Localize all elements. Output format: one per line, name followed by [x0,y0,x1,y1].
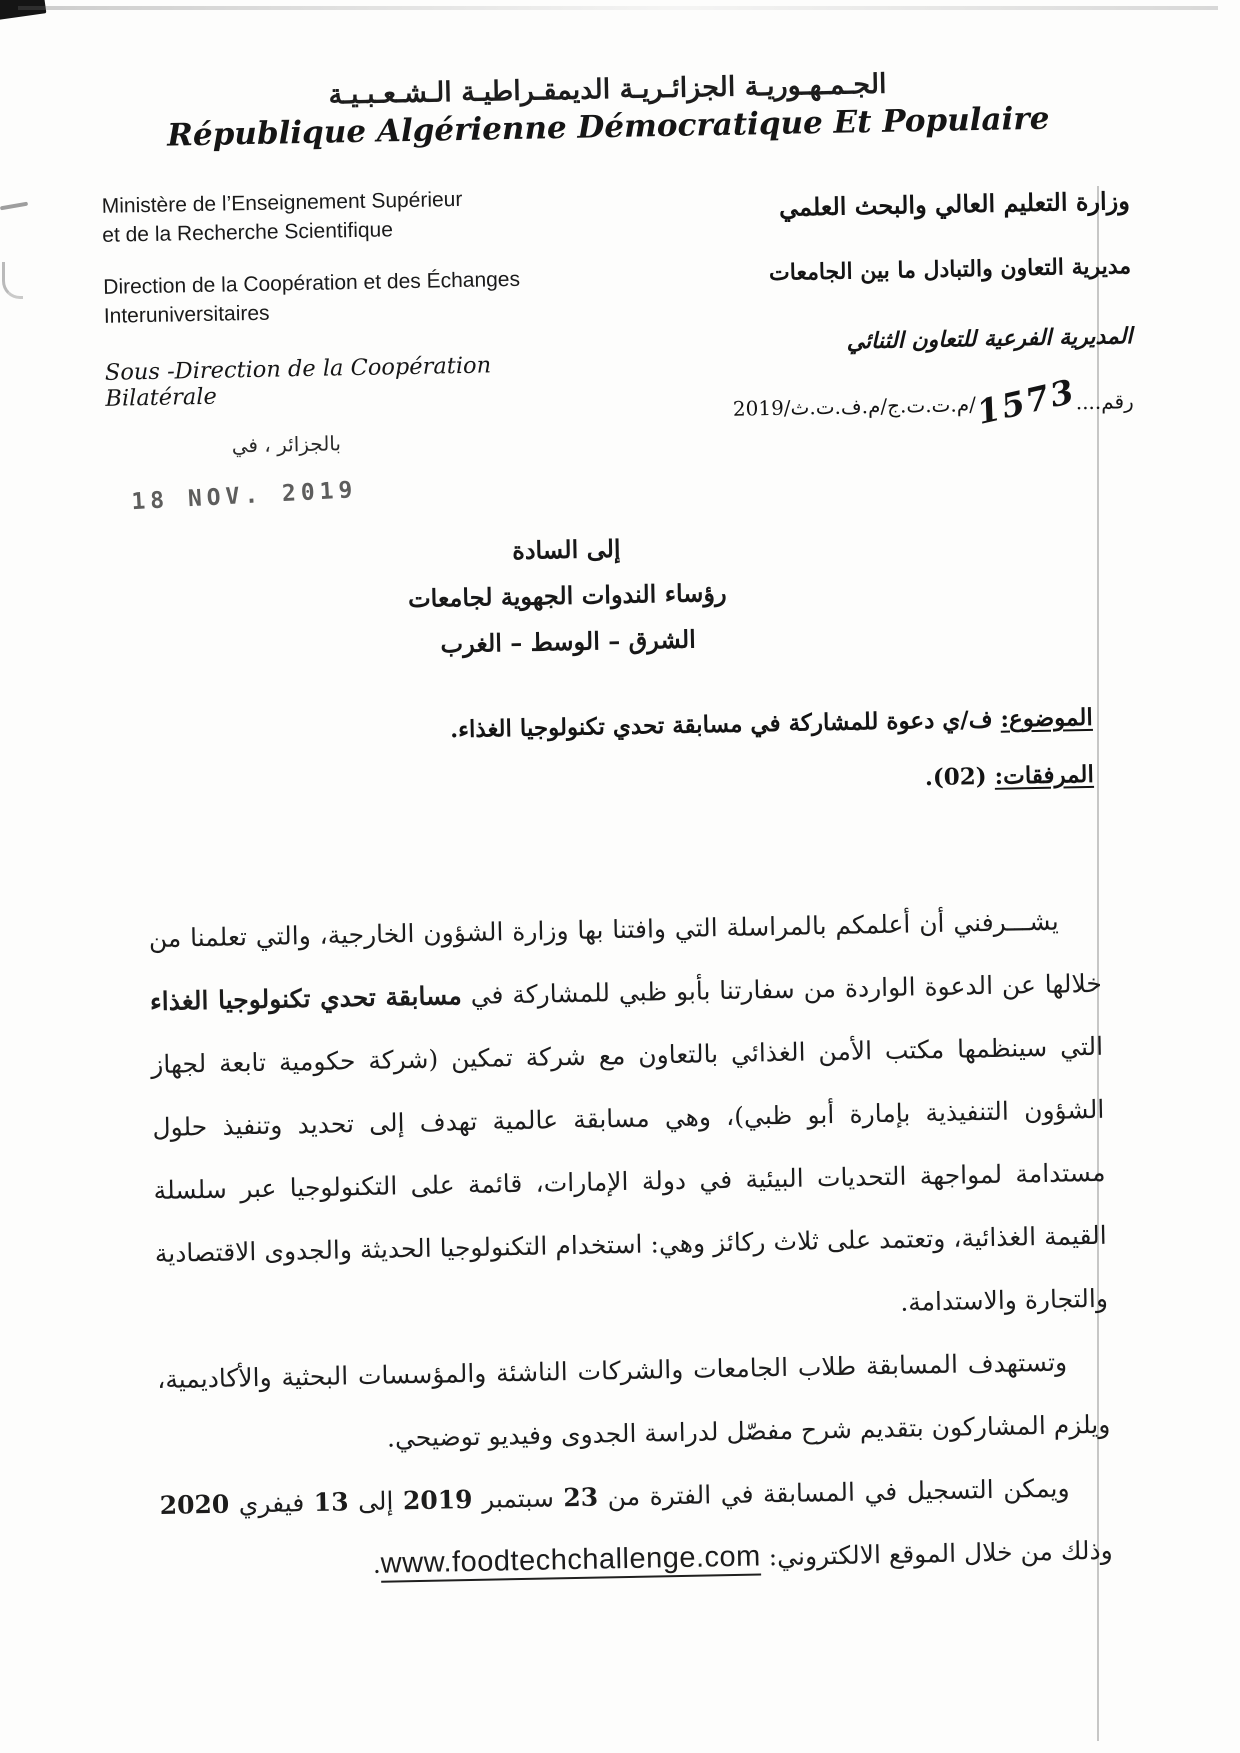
letterhead [0,62,1229,157]
reference-code: /م.ت.ت.ج/م.ف.ت.ث/2019 [732,392,977,421]
country-name-arabic: الجـمـهـوريـة الجزائـريـة الديمقـراطيـة الـشـعـبـيـة [328,68,887,111]
registration-start-year: 2019 [402,1484,473,1516]
direction-arabic: مديرية التعاون والتبادل ما بين الجامعات [768,253,1132,287]
direction-french [103,263,584,331]
reference-number-line [663,371,1134,432]
paragraph3-text-start: ويمكن التسجيل في المسابقة في الفترة من [597,1473,1070,1512]
recipient-regions-line: الشرق – الوسط – الغرب [440,624,697,659]
direction-french-line1: Direction de la Coopération et des Échanges [103,267,521,299]
body-paragraph-2: وتستهدف المسابقة طلاب الجامعات والشركات الناشئة والمؤسسات البحثية والأكاديمية، ويلزم المشاركون بتقديم شرح مفصّل لدراسة الجدوى وفيديو توضيحي. [156,1347,1111,1453]
paragraph3-final-period: . [372,1549,382,1579]
paragraph3-website-intro: وذلك من خلال الموقع الالكتروني: [760,1535,1113,1572]
reference-number-handwritten: 1573 [973,371,1080,432]
paragraph3-to-word: إلى [348,1486,404,1517]
ministry-french [101,183,582,251]
sub-direction-arabic: المديرية الفرعية للتعاون الثنائي [846,323,1133,355]
registration-start-month: سبتمبر [472,1483,564,1514]
registration-start-day: 23 [563,1482,599,1513]
registration-end-day: 13 [313,1487,349,1518]
subject-text: ف/ي دعوة للمشاركة في مسابقة تحدي تكنولوجيا الغذاء. [449,705,1001,744]
sub-direction-french: Sous -Direction de la Coopération Bilatérale [104,351,492,412]
paragraph1-text-start: يشـــرفني أن أعلمكم بالمراسلة التي وافتنا بها وزارة الشؤون الخارجية، والتي تعلمنا من خلالها عن الدعوة الواردة من سفارتنا بأبو ظبي للمشاركة في [148,906,1103,1011]
ministry-french-line1: Ministère de l’Enseignement Supérieur [101,187,463,218]
body-paragraph-3 [159,1456,1113,1600]
ministry-french-line2: et de la Recherche Scientifique [102,218,394,248]
date-stamp: 18 NOV. 2019 [130,476,359,515]
reference-label: رقم [1100,389,1134,414]
recipient-to-line: إلى السادة [511,533,621,566]
letter-body [148,889,1113,1600]
registration-end-year: 2020 [159,1489,230,1520]
competition-name-bold: مسابقة تحدي تكنولوجيا الغذاء [149,981,463,1017]
attachments-label: المرفقات: [994,760,1095,790]
recipient-block [341,523,794,670]
registration-end-month: فيفري [228,1488,315,1519]
reference-dots: .... [1075,389,1102,415]
subject-label: الموضوع: [1000,703,1093,733]
attachments-value: (02). [924,762,995,791]
paragraph1-text-end: التي سينظمها مكتب الأمن الغذائي بالتعاون مع شركة تمكين (شركة حكومية تابعة لجهاز الشؤون التنفيذية بإمارة أبو ظبي)، وهي مسابقة عالمية تهدف إلى تحديد وتنفيذ حلول مستدامة لمواجهة التحديات البيئية في دولة الإمارات، قائمة على التكنولوجيا عبر سلسلة القيمة الغذائية، وتعتمد على ثلاث ركائز وهي: استخدام التكنولوجيا الحديثة والجدوى الاقتصادية والتجارة والاستدامة. [150,1031,1109,1317]
website-url: www.foodtechchallenge.com [380,1540,761,1582]
recipient-title-line: رؤساء الندوات الجهوية لجامعات [407,577,727,614]
attachments-line [174,757,1094,809]
ministry-arabic: وزارة التعليم العالي والبحث العلمي [778,186,1131,222]
subject-line [173,701,1093,753]
body-paragraph-1 [148,889,1108,1348]
direction-french-line2: Interuniversitaires [103,301,270,329]
subject-block [173,701,1095,810]
place-date-line: بالجزائر ، في [231,430,342,457]
sender-arabic-block [660,186,1134,432]
sender-french-block [101,183,587,515]
country-name-french: République Algérienne Démocratique Et Populaire [166,100,1050,154]
